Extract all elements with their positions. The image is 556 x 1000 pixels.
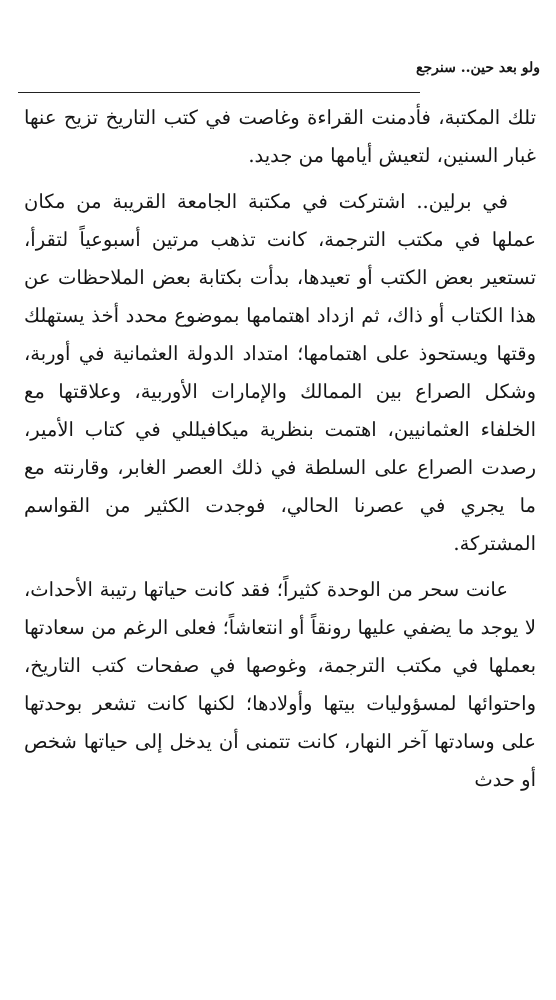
paragraph-continuation: تلك المكتبة، فأدمنت القراءة وغاصت في كتب التاريخ تزيح عنها غبار السنين، لتعيش أيامها من جديد.	[24, 106, 536, 167]
header-divider	[18, 92, 420, 93]
page-body	[24, 99, 536, 807]
paragraph-berlin-library: في برلين.. اشتركت في مكتبة الجامعة القريبة من مكان عملها في مكتب الترجمة، كانت تذهب مرتين أسبوعياً لتقرأ، تستعير بعض الكتب أو تعيدها، بدأت بكتابة بعض الملاحظات عن هذا الكتاب أو ذاك، ثم ازداد اهتمامها بموضوع محدد أخذ يستهلك وقتها ويستحوذ على اهتمامها؛ امتداد الدولة العثمانية في أوربة، وشكل الصراع بين الممالك والإمارات الأوربية، وعلاقتها مع الخلفاء العثمانيين، اهتمت بنظرية ميكافيللي في كتاب الأمير، رصدت الصراع على السلطة في ذلك العصر الغابر، وقارنته مع ما يجري في عصرنا الحالي، فوجدت الكثير من القواسم المشتركة.	[24, 190, 536, 555]
running-header: ولو بعد حين.. سنرجع	[416, 60, 540, 76]
paragraph-loneliness: عانت سحر من الوحدة كثيراً؛ فقد كانت حياتها رتيبة الأحداث، لا يوجد ما يضفي عليها رونقاً أو انتعاشاً؛ فعلى الرغم من سعادتها بعملها في مكتب الترجمة، وغوصها في صفحات كتب التاريخ، واحتوائها لمسؤوليات بيتها وأولادها؛ لكنها كانت تشعر بوحدتها على وسادتها آخر النهار، كانت تتمنى أن يدخل إلى حياتها شخص أو حدث	[24, 578, 536, 791]
